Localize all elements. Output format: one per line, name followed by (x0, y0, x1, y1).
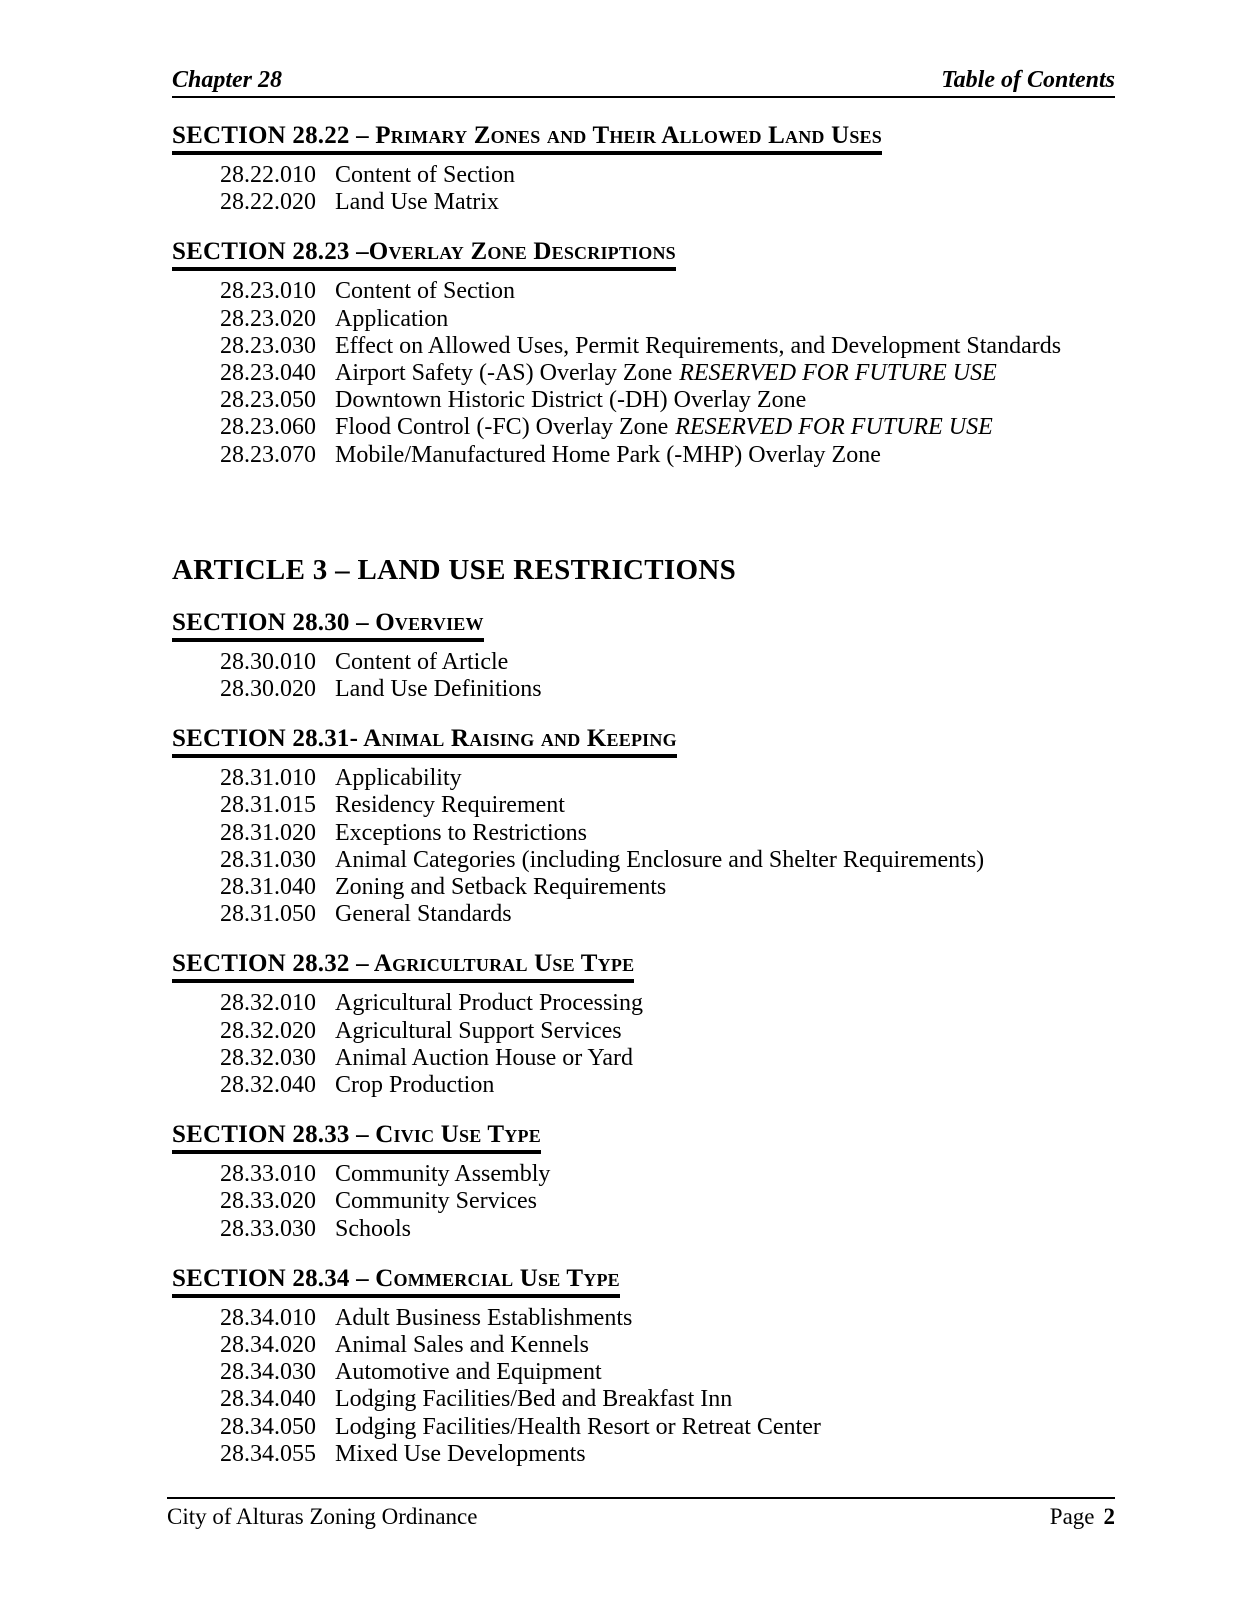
toc-entry-number: 28.23.030 (220, 332, 316, 359)
section-heading-title: Primary Zones and Their Allowed Land Uses (375, 122, 882, 149)
section-heading-prefix: SECTION 28.30 – (172, 608, 376, 636)
toc-entry (220, 1441, 1113, 1468)
toc-entry-title: Applicability (335, 765, 462, 792)
section-28-30 (172, 609, 1113, 703)
toc-entry-title: Adult Business Establishments (335, 1304, 633, 1331)
toc-entry-number: 28.33.020 (220, 1188, 316, 1215)
section-heading-prefix: SECTION 28.22 – (172, 122, 376, 149)
toc-entry-number: 28.31.020 (220, 819, 316, 846)
toc-entry-number: 28.23.010 (220, 278, 316, 305)
toc-entry-title: Crop Production (335, 1072, 495, 1099)
toc-entry-title: Exceptions to Restrictions (335, 819, 587, 846)
toc-entry-number: 28.34.040 (220, 1386, 316, 1413)
toc-entry (220, 676, 1113, 703)
reserved-note: RESERVED FOR FUTURE USE (675, 414, 993, 441)
toc-entry-number: 28.34.030 (220, 1359, 316, 1386)
toc-entry (220, 442, 1113, 469)
section-28-31 (172, 725, 1113, 928)
section-heading-title: Agricultural Use Type (373, 950, 635, 978)
section-heading (172, 122, 882, 155)
section-heading-prefix: SECTION 28.23 – (172, 238, 369, 266)
toc-entry-number: 28.22.020 (220, 189, 316, 216)
page-header (172, 0, 1115, 98)
section-heading-prefix: SECTION 28.33 – (172, 1121, 376, 1149)
toc-entry (220, 1161, 1113, 1188)
section-heading-title: Overlay Zone Descriptions (368, 238, 676, 266)
toc-entry (220, 1386, 1113, 1413)
toc-entry-title: Animal Sales and Kennels (335, 1332, 589, 1359)
toc-entry (220, 1018, 1113, 1045)
toc-entry-number: 28.34.010 (220, 1304, 316, 1331)
toc-entry-title: General Standards (335, 901, 512, 928)
toc-entry-number: 28.22.010 (220, 162, 316, 188)
toc-entry-title: Mobile/Manufactured Home Park (-MHP) Overlay Zone (335, 441, 881, 468)
toc-entry-title: Residency Requirement (335, 792, 565, 819)
toc-entry-number: 28.23.060 (220, 414, 316, 441)
header-chapter: Chapter 28 (172, 67, 283, 93)
toc-entry-number: 28.32.030 (220, 1044, 316, 1071)
section-heading (172, 1121, 541, 1154)
section-heading (172, 950, 634, 983)
toc-entry (220, 990, 1113, 1017)
header-title: Table of Contents (941, 67, 1115, 93)
toc-entry-title: Animal Auction House or Yard (335, 1044, 633, 1071)
section-28-33 (172, 1121, 1113, 1243)
toc-entry (220, 306, 1113, 333)
toc-entry-number: 28.33.010 (220, 1161, 316, 1188)
toc-entry-number: 28.33.030 (220, 1215, 316, 1242)
toc-entry-number: 28.32.040 (220, 1072, 316, 1099)
section-28-32 (172, 950, 1113, 1099)
toc-entry-title: Zoning and Setback Requirements (335, 874, 667, 901)
toc-entry-number: 28.32.020 (220, 1017, 316, 1044)
toc-entry (220, 1216, 1113, 1243)
toc-entry (220, 820, 1113, 847)
toc-entry-title: Agricultural Support Services (335, 1017, 622, 1044)
toc-entry (220, 847, 1113, 874)
toc-entry-title: Schools (335, 1215, 412, 1242)
section-entries (220, 1305, 1113, 1468)
footer-page-number: 2 (1103, 1504, 1115, 1529)
toc-entry (220, 360, 1113, 387)
toc-entry-title: Content of Section (335, 278, 515, 305)
toc-entry-number: 28.31.010 (220, 765, 316, 792)
section-entries (220, 1161, 1113, 1243)
toc-entry (220, 649, 1113, 676)
toc-entry (220, 874, 1113, 901)
footer-page-label: Page (1049, 1504, 1095, 1529)
reserved-note: RESERVED FOR FUTURE USE (679, 360, 997, 387)
section-entries (220, 162, 1113, 216)
toc-entry-title: Mixed Use Developments (335, 1440, 586, 1467)
toc-entry (220, 765, 1113, 792)
toc-entry (220, 162, 1113, 189)
toc-entry-title: Animal Categories (including Enclosure and Shelter Requirements) (335, 846, 985, 873)
section-28-23 (172, 238, 1113, 468)
toc-entry (220, 333, 1113, 360)
toc-entry-title: Content of Article (335, 648, 509, 675)
section-28-22 (172, 122, 1113, 216)
toc-entry (220, 1332, 1113, 1359)
toc-entry-number: 28.23.020 (220, 305, 316, 332)
table-of-contents (172, 100, 1113, 1468)
toc-entry-title: Agricultural Product Processing (335, 990, 643, 1017)
footer-document-title: City of Alturas Zoning Ordinance (167, 1504, 478, 1529)
toc-entry-number: 28.23.070 (220, 441, 316, 468)
section-heading (172, 238, 676, 271)
section-heading-title: Overview (375, 608, 484, 636)
toc-entry (220, 414, 1113, 441)
section-28-34 (172, 1265, 1113, 1468)
toc-entry-number: 28.31.040 (220, 874, 316, 901)
page-footer (167, 1497, 1115, 1530)
toc-entry-title: Lodging Facilities/Bed and Breakfast Inn (335, 1386, 733, 1413)
toc-entry (220, 1414, 1113, 1441)
toc-entry-number: 28.31.050 (220, 901, 316, 928)
toc-entry-title: Effect on Allowed Uses, Permit Requirements, and Development Standards (335, 332, 1062, 359)
toc-entry (220, 792, 1113, 819)
section-heading-title: Civic Use Type (375, 1121, 541, 1149)
toc-entry-title: Content of Section (335, 162, 515, 188)
toc-entry-number: 28.34.020 (220, 1332, 316, 1359)
toc-entry-title: Application (335, 305, 449, 332)
section-heading-prefix: SECTION 28.34 – (172, 1264, 376, 1292)
toc-entry-number: 28.32.010 (220, 990, 316, 1017)
toc-entry-number: 28.30.020 (220, 676, 316, 703)
toc-entry-number: 28.23.040 (220, 360, 316, 387)
toc-entry (220, 278, 1113, 305)
toc-entry-title: Land Use Matrix (335, 189, 499, 216)
section-heading-prefix: SECTION 28.31- (172, 725, 364, 753)
toc-entry-title: Airport Safety (-AS) Overlay Zone (335, 360, 673, 387)
toc-entry-title: Automotive and Equipment (335, 1359, 602, 1386)
toc-entry (220, 387, 1113, 414)
toc-entry-number: 28.31.015 (220, 792, 316, 819)
section-entries (220, 649, 1113, 703)
section-heading-title: Commercial Use Type (375, 1264, 620, 1292)
toc-entry-title: Land Use Definitions (335, 676, 542, 703)
toc-entry (220, 1188, 1113, 1215)
toc-entry (220, 1359, 1113, 1386)
toc-entry-title: Community Assembly (335, 1161, 551, 1188)
toc-entry-number: 28.34.050 (220, 1413, 316, 1440)
toc-entry (220, 189, 1113, 216)
toc-entry-number: 28.30.010 (220, 648, 316, 675)
toc-entry (220, 901, 1113, 928)
toc-entry (220, 1305, 1113, 1332)
section-heading (172, 1265, 620, 1298)
toc-entry-number: 28.34.055 (220, 1440, 316, 1467)
section-entries (220, 765, 1113, 928)
section-entries (220, 278, 1113, 468)
toc-entry (220, 1072, 1113, 1099)
footer-page (1050, 1503, 1115, 1530)
section-heading (172, 609, 484, 642)
article-heading: ARTICLE 3 – LAND USE RESTRICTIONS (172, 553, 737, 586)
toc-entry-number: 28.31.030 (220, 846, 316, 873)
section-entries (220, 990, 1113, 1099)
toc-entry-title: Flood Control (-FC) Overlay Zone (335, 414, 669, 441)
toc-entry-title: Downtown Historic District (-DH) Overlay Zone (335, 387, 807, 414)
section-heading-title: Animal Raising and Keeping (363, 725, 677, 753)
toc-entry-title: Lodging Facilities/Health Resort or Retreat Center (335, 1413, 821, 1440)
section-heading (172, 725, 677, 758)
section-heading-prefix: SECTION 28.32 – (172, 950, 374, 978)
toc-entry-number: 28.23.050 (220, 387, 316, 414)
toc-entry-title: Community Services (335, 1188, 537, 1215)
toc-entry (220, 1045, 1113, 1072)
